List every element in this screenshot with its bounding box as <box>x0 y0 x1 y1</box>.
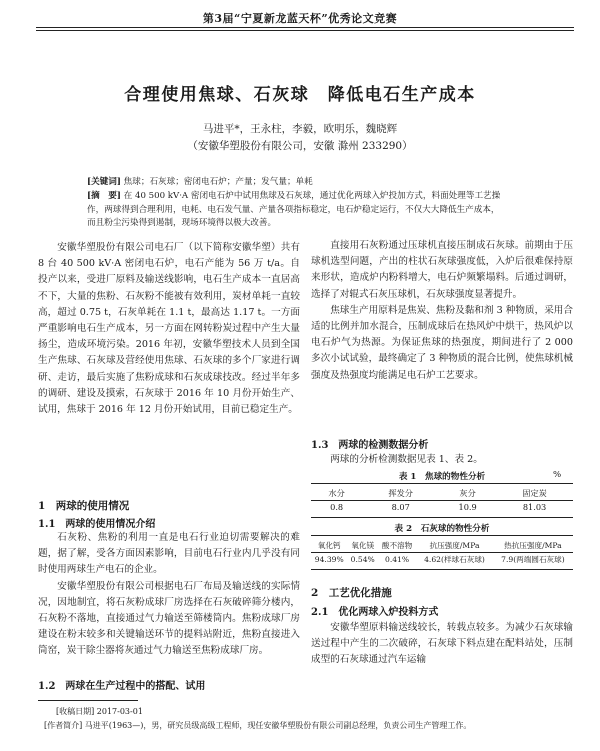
table-cell: 7.9(两端圆石灰球) <box>501 554 565 564</box>
table-2-mid-rule <box>311 552 573 553</box>
header-rule-thin <box>36 30 574 31</box>
table-2-bottom-rule <box>311 569 573 570</box>
table-2-caption: 表 2 石灰球的物性分析 <box>394 524 490 534</box>
section-2-heading: 2 工艺优化措施 <box>311 587 392 599</box>
section-1-1-paragraph-2: 安徽华塑股份有限公司根据电石厂布局及输送线的实际情况，因地制宜，将石灰粉成球厂房选择在石灰破碎筛分楼内，石灰粉不落地，直接通过气力输送至筛楼筒内。焦粉成球厂房建设在粉末较多和关键输送环节的提料站附近，焦粉直接进入筒窑，炭干除尘器将灰通过气力输送至焦粉成球厂房。 <box>38 580 300 657</box>
table-cell: 氧化钙 <box>317 540 341 550</box>
table-1-bottom-rule <box>311 517 573 518</box>
footnote-author-bio: [作者简介] 马进平(1963—)，男，研究员级高级工程师，现任安徽华塑股份有限公司副总经理，负责公司生产管理工作。 <box>44 721 472 730</box>
author-list: 马进平*，王永柱，李毅，欧明乐，魏晓辉 <box>202 123 398 135</box>
table-cell: 4.62(样球石灰球) <box>424 554 485 564</box>
table-cell: 94.39% <box>314 554 344 564</box>
section-1-3-heading: 1.3 两球的检测数据分析 <box>311 440 429 451</box>
table-cell: 热抗压强度/MPa <box>504 540 562 550</box>
table-cell: 水分 <box>328 487 345 498</box>
right-column-top <box>311 238 573 384</box>
keywords-text: 焦球；石灰球；密闭电石炉；产量；发气量；单耗 <box>123 177 313 187</box>
table-1-top-rule <box>311 483 573 484</box>
paper-title: 合理使用焦球、石灰球 降低电石生产成本 <box>124 85 476 105</box>
table-cell: 灰分 <box>459 487 476 498</box>
journal-header: 第3届“宁夏新龙蓝天杯”优秀论文竞赛 <box>202 12 398 25</box>
section-1-1-paragraph-1: 石灰粉、焦粉的利用一直是电石行业迫切需要解决的难题，据了解，受各方面因素影响，目前电石行业内几乎没有同时使用两球生产电石的企业。 <box>38 532 300 576</box>
table-cell: 10.9 <box>458 502 477 512</box>
right-column-bottom <box>311 620 573 669</box>
table-cell: 8.07 <box>391 502 410 512</box>
right-paragraph-3: 两球的分析检测数据见表 1、表 2。 <box>330 454 483 465</box>
header-rule <box>36 27 574 28</box>
table-cell: 0.8 <box>330 502 344 512</box>
table-1-mid-rule <box>311 500 573 501</box>
footnote-rule <box>38 700 138 701</box>
intro-paragraph: 安徽华塑股份有限公司电石厂（以下简称安徽华塑）共有 8 台 40 500 kV·A 密闭电石炉，电石产能为 56 万 t/a。自投产以来，受进厂原料及输送线影响，电石生产成本一直居高不下，大量的焦粉、石灰粉不能被有效利用，炭材单耗一直较高，超过 0.75 t，石灰单耗在 1.1 t，最高达 1.17 t。一方面严重影响电石生产成本，另一方面在网转粉炭过程中产生大量扬尘，造成环境污染。2016 年初，安徽华塑技术人员到全国生产焦球、石灰球及营经使用焦球、石灰球的多个厂家进行调研、走访，最后实施了焦粉成球和石灰成球技改。经过半年多的调研、建设及摸索，石灰球于 2016 年 10 月份开始生产、试用，焦球于 2016 年 12 月份开始试用，目前已稳定生产。 <box>38 242 300 416</box>
table-1-caption: 表 1 焦球的物性分析 <box>398 472 486 482</box>
table-1-unit: % <box>553 470 562 480</box>
section-1-2-heading: 1.2 两球在生产过程中的搭配、试用 <box>38 681 206 692</box>
table-cell: 抗压强度/MPa <box>429 540 480 550</box>
table-1-header-row <box>311 486 573 500</box>
table-cell: 固定炭 <box>522 487 547 498</box>
table-2-top-rule <box>311 535 573 536</box>
section-2-1-paragraph: 安徽华塑原料输送线较长，转载点较多。为减少石灰球输送过程中产生的二次破碎，石灰球下料点建在配料站处，压制成型的石灰球通过汽车运输 <box>311 622 573 666</box>
keywords-block <box>87 176 507 190</box>
table-2-value-row <box>311 552 573 566</box>
table-cell: 0.41% <box>384 554 410 564</box>
right-paragraph-1: 直接用石灰粉通过压球机直接压制成石灰球。前期由于压球机选型问题，产出的柱状石灰球强度低，入炉后很难保持原来形状，造成炉内粉料增大，电石炉频繁塌料。后通过调研，选择了对辊式石灰压球机，石灰球强度显著提升。 <box>311 240 573 300</box>
keywords-label: [关键词] <box>87 177 121 187</box>
section-1-heading: 1 两球的使用情况 <box>38 500 130 512</box>
table-cell: 酸不溶物 <box>381 540 413 550</box>
table-cell: 氧化镁 <box>351 540 375 550</box>
affiliation: （安徽华塑股份有限公司，安徽 滁州 233290） <box>187 140 413 152</box>
table-cell: 挥发分 <box>388 487 413 498</box>
section-1-1-heading: 1.1 两球的使用情况介绍 <box>38 519 156 530</box>
table-cell: 81.03 <box>522 502 547 512</box>
table-1-value-row <box>311 500 573 514</box>
table-2-header-row <box>311 538 573 552</box>
left-column-body <box>38 530 300 660</box>
table-cell: 0.54% <box>350 554 375 564</box>
section-2-1-heading: 2.1 优化两球入炉投料方式 <box>311 607 439 618</box>
abstract-text: 在 40 500 kV·A 密闭电石炉中试用焦球及石灰球，通过优化两球入炉投加方式，料面处理等工艺操作，两球得到合理利用，电耗、电石发气量、产量各项指标稳定，电石炉稳定运行，不仅大大降低生产成本，而且粉尘污染得到遏制，现场环境得以极大改善。 <box>87 191 501 228</box>
abstract-label: [摘 要] <box>87 191 121 201</box>
footnote-received: [收稿日期] 2017-03-01 <box>56 707 143 716</box>
abstract-block <box>87 190 507 231</box>
right-paragraph-2: 焦球生产用原料是焦炭、焦粉及黏和剂 3 种物质，采用合适的比例并加水混合，压制成球后在热风炉中烘干，热风炉以电石炉气为热源。为保证焦球的热强度，期间进行了 2 000 多次小试试验，最终确定了 3 种物质的混合比例，使焦球机械强度及热强度均能满足电石炉工艺要求。 <box>311 304 573 381</box>
left-column-intro <box>38 240 300 418</box>
right-column-mid <box>311 452 573 468</box>
